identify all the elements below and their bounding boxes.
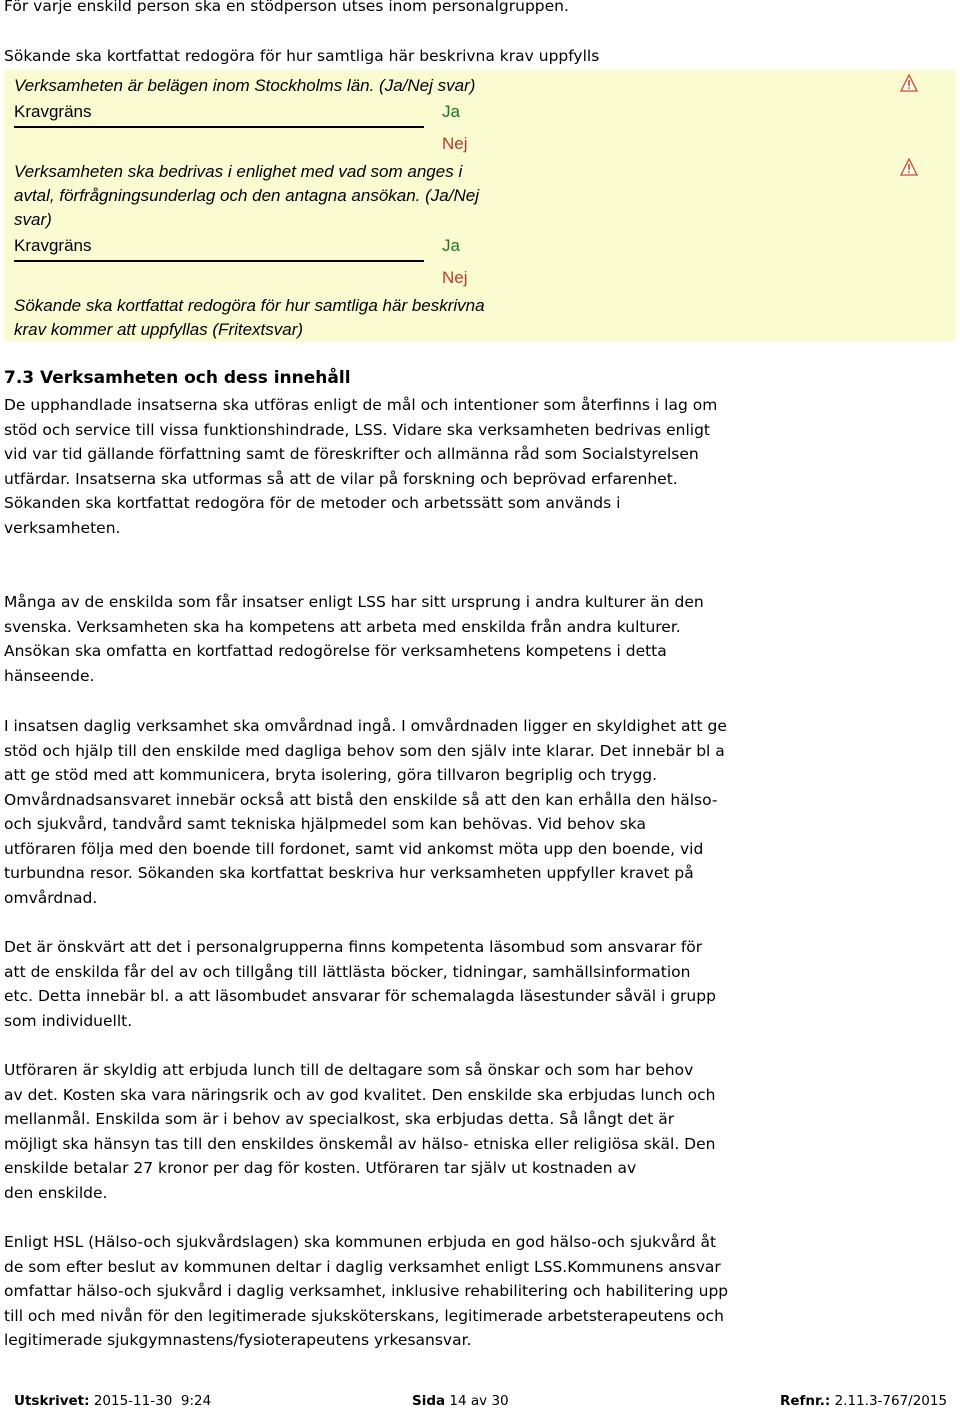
intro-line-2: Sökande ska kortfattat redogöra för hur samtliga här beskrivna krav uppfylls [4,47,600,65]
requirement-2-question-line-2: avtal, förfrågningsunderlag och den antagna ansökan. (Ja/Nej [14,186,479,205]
paragraph-lunch: Utföraren är skyldig att erbjuda lunch till de deltagare som så önskar och som har behov av det. Kosten ska vara näringsrik och av god kvalitet. Den enskilde ska erbjudas lunch och mellanmål. Enskilda som är i behov av specialkost, ska erbjudas detta. Så långt det är möjligt ska hänsyn tas till den enskildes önskemål av hälso- etniska eller religiösa skäl. Den enskilde betalar 27 kronor per dag för kosten. Utföraren tar själv ut kostnaden av den enskilde. [4,1061,716,1202]
freetext-question-line-2: krav kommer att uppfyllas (Fritextsvar) [14,320,304,339]
requirement-2-no-option[interactable]: Nej [442,268,468,287]
footer-page-value: 14 av 30 [449,1393,509,1409]
requirement-2-threshold-line [14,260,424,262]
footer-page-label: Sida [412,1393,446,1409]
paragraph-reading-agents: Det är önskvärt att det i personalgrupperna finns kompetenta läsombud som ansvarar för att de enskilda får del av och tillgång till lättlästa böcker, tidningar, samhällsinformation etc. Detta innebär bl. a att läsombudet ansvarar för schemalagda läsestunder såväl i grupp som individuellt. [4,938,716,1030]
requirement-2-question-line-1: Verksamheten ska bedrivas i enlighet med vad som anges i [14,162,463,181]
warning-triangle-icon [900,158,918,176]
freetext-question-line-1: Sökande ska kortfattat redogöra för hur samtliga här beskrivna [14,296,485,315]
paragraph-cultures: Många av de enskilda som får insatser enligt LSS har sitt ursprung i andra kulturer än den svenska. Verksamheten ska ha kompetens att arbeta med enskilda från andra kulturer. Ansökan ska omfatta en kortfattad redogörelse för verksamhetens kompetens i detta hänseende. [4,593,704,685]
requirement-2-kravgrans: Kravgräns [14,236,92,255]
section-heading: 7.3 Verksamheten och dess innehåll [4,368,351,388]
paragraph-care: I insatsen daglig verksamhet ska omvårdnad ingå. I omvårdnaden ligger en skyldighet att ge stöd och hjälp till den enskilde med dagliga behov som den själv inte klarar. Det innebär bl a att ge stöd med att kommunicera, bryta isolering, göra tillvaron begriplig och trygg. Omvårdnadsansvaret innebär också att bistå den enskilde så att den kan erhålla den hälso- och sjukvård, tandvård samt tekniska hjälpmedel som kan behövas. Vid behov ska utföraren följa med den boende till fordonet, samt vid ankomst möta upp den boende, vid turbundna resor. Sökanden ska kortfattat beskriva hur verksamheten uppfyller kravet på omvårdnad. [4,717,727,907]
footer-page [412,1392,509,1410]
footer-printed-value: 2015-11-30 9:24 [93,1393,212,1409]
footer-ref-label: Refnr.: [780,1393,831,1409]
footer-ref-value: 2.11.3-767/2015 [834,1393,948,1409]
footer-printed [14,1392,211,1410]
requirement-1-no-option[interactable]: Nej [442,134,468,153]
requirement-2-question-line-3: svar) [14,210,52,229]
intro-line-1: För varje enskild person ska en stödperson utses inom personalgruppen. [4,0,569,15]
footer-printed-label: Utskrivet: [14,1393,90,1409]
requirement-2-yes-option[interactable]: Ja [442,236,460,255]
requirement-1-threshold-line [14,126,424,128]
paragraph-lss-goals: De upphandlade insatserna ska utföras enligt de mål och intentioner som återfinns i lag om stöd och service till vissa funktionshindrade, LSS. Vidare ska verksamheten bedrivas enligt vid var tid gällande författning samt de föreskrifter och allmänna råd som Socialstyrelsen utfärdar. Insatserna ska utformas så att de vilar på forskning och beprövad erfarenhet. Sökanden ska kortfattat redogöra för de metoder och arbetssätt som används i verksamheten. [4,396,718,537]
paragraph-hsl: Enligt HSL (Hälso-och sjukvårdslagen) ska kommunen erbjuda en god hälso-och sjukvård åt de som efter beslut av kommunen deltar i daglig verksamhet enligt LSS.Kommunens ansvar omfattar hälso-och sjukvård i daglig verksamhet, inklusive rehabilitering och habilitering upp till och med nivån för den legitimerade sjuksköterskans, legitimerade arbetsterapeutens och legitimerade sjukgymnastens/fysioterapeutens yrkesansvar. [4,1233,729,1349]
warning-triangle-icon [900,74,918,92]
requirement-1-question: Verksamheten är belägen inom Stockholms län. (Ja/Nej svar) [14,76,476,95]
footer-ref [780,1392,947,1410]
requirement-1-yes-option[interactable]: Ja [442,102,460,121]
requirement-1-kravgrans: Kravgräns [14,102,92,121]
